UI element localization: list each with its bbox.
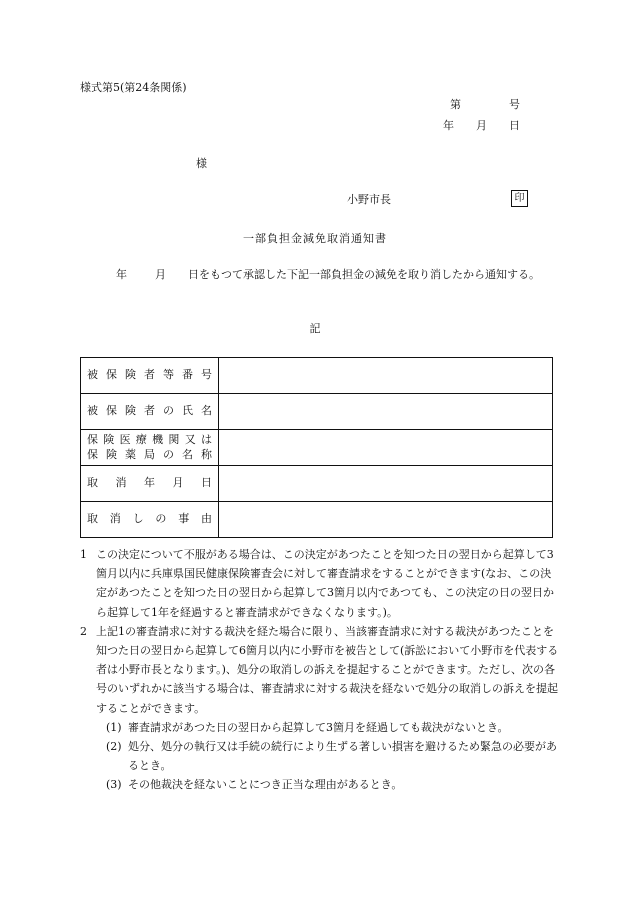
date-year: 年 [443,119,454,132]
intro-paragraph [80,265,555,284]
table-label-institution-name: 保 険 医 療 機 関 又 は 保 険 薬 局 の 名 称 [81,430,219,466]
subitem-2 [96,737,560,775]
subitem-text: 審査請求があつた日の翌日から起算して3箇月を経過しても裁決がないとき。 [128,720,509,734]
intro-text: 日をもつて承認した下記一部負担金の減免を取り消したから通知する。 [188,268,540,281]
subitem-3 [96,775,560,794]
table-row [81,430,553,466]
form-number-label: 様式第5(第24条関係) [80,81,187,94]
table-row [81,394,553,430]
table-value-cancel-date [219,466,553,502]
date-day: 日 [509,119,520,132]
subitem-number: (1) [106,720,122,734]
subitem-list [80,718,560,795]
document-number-line [450,98,520,112]
note-number: 2 [80,624,87,638]
subitem-number: (3) [106,778,122,792]
table-row [81,502,553,538]
subitem-number: (2) [106,740,122,754]
table-row [81,466,553,502]
date-month: 月 [476,119,487,132]
table-value-cancel-reason [219,502,553,538]
note-text: 上記1の審査請求に対する裁決を経た場合に限り、当該審査請求に対する裁決があつたことを知つた日の翌日から起算して6箇月以内に小野市を被告として(訴訟において小野市を代表する者は小野市長となります。)、処分の取消しの訴えを提起することができます。ただし、次の各号のいずれかに該当する場合は、審査請求に対する裁決を経ないで処分の取消しの訴えを提起することができます。 [96,624,559,715]
ki-heading: 記 [309,322,321,335]
subitem-1 [96,718,560,737]
table-label-cancel-date: 取 消 年 月 日 [81,466,219,502]
intro-month: 月 [155,268,166,281]
seal-box: 印 [511,190,528,207]
notes-section [80,545,560,795]
subitem-text: その他裁決を経ないことにつき正当な理由があるとき。 [128,778,403,792]
document-title: 一部負担金減免取消通知書 [243,232,387,245]
note-item-1 [80,545,560,622]
number-dai: 第 [450,98,461,111]
number-go: 号 [509,98,520,111]
table-value-insured-name [219,394,553,430]
table-value-insured-number [219,358,553,394]
issuer-name: 小野市長 [347,193,391,206]
intro-year: 年 [116,268,127,281]
note-text: この決定について不服がある場合は、この決定があつたことを知つた日の翌日から起算して3箇月以内に兵庫県国民健康保険審査会に対して審査請求をすることができます(なお、この決定があつたことを知つた日の翌日から起算して3箇月以内であつても、この決定の日の翌日から起算して1年を経過すると審査請求ができなくなります。)。 [96,548,554,619]
info-table [80,357,553,538]
table-label-insured-number: 被 保 険 者 等 番 号 [81,358,219,394]
document-date-line [443,119,520,133]
table-row [81,358,553,394]
subitem-text: 処分、処分の執行又は手続の続行により生ずる著しい損害を避けるため緊急の必要があるとき。 [128,740,557,773]
table-value-institution-name [219,430,553,466]
addressee-suffix: 様 [196,157,207,170]
note-number: 1 [80,548,87,561]
note-item-2 [80,622,560,718]
table-label-insured-name: 被 保 険 者 の 氏 名 [81,394,219,430]
table-label-cancel-reason: 取 消 し の 事 由 [81,502,219,538]
